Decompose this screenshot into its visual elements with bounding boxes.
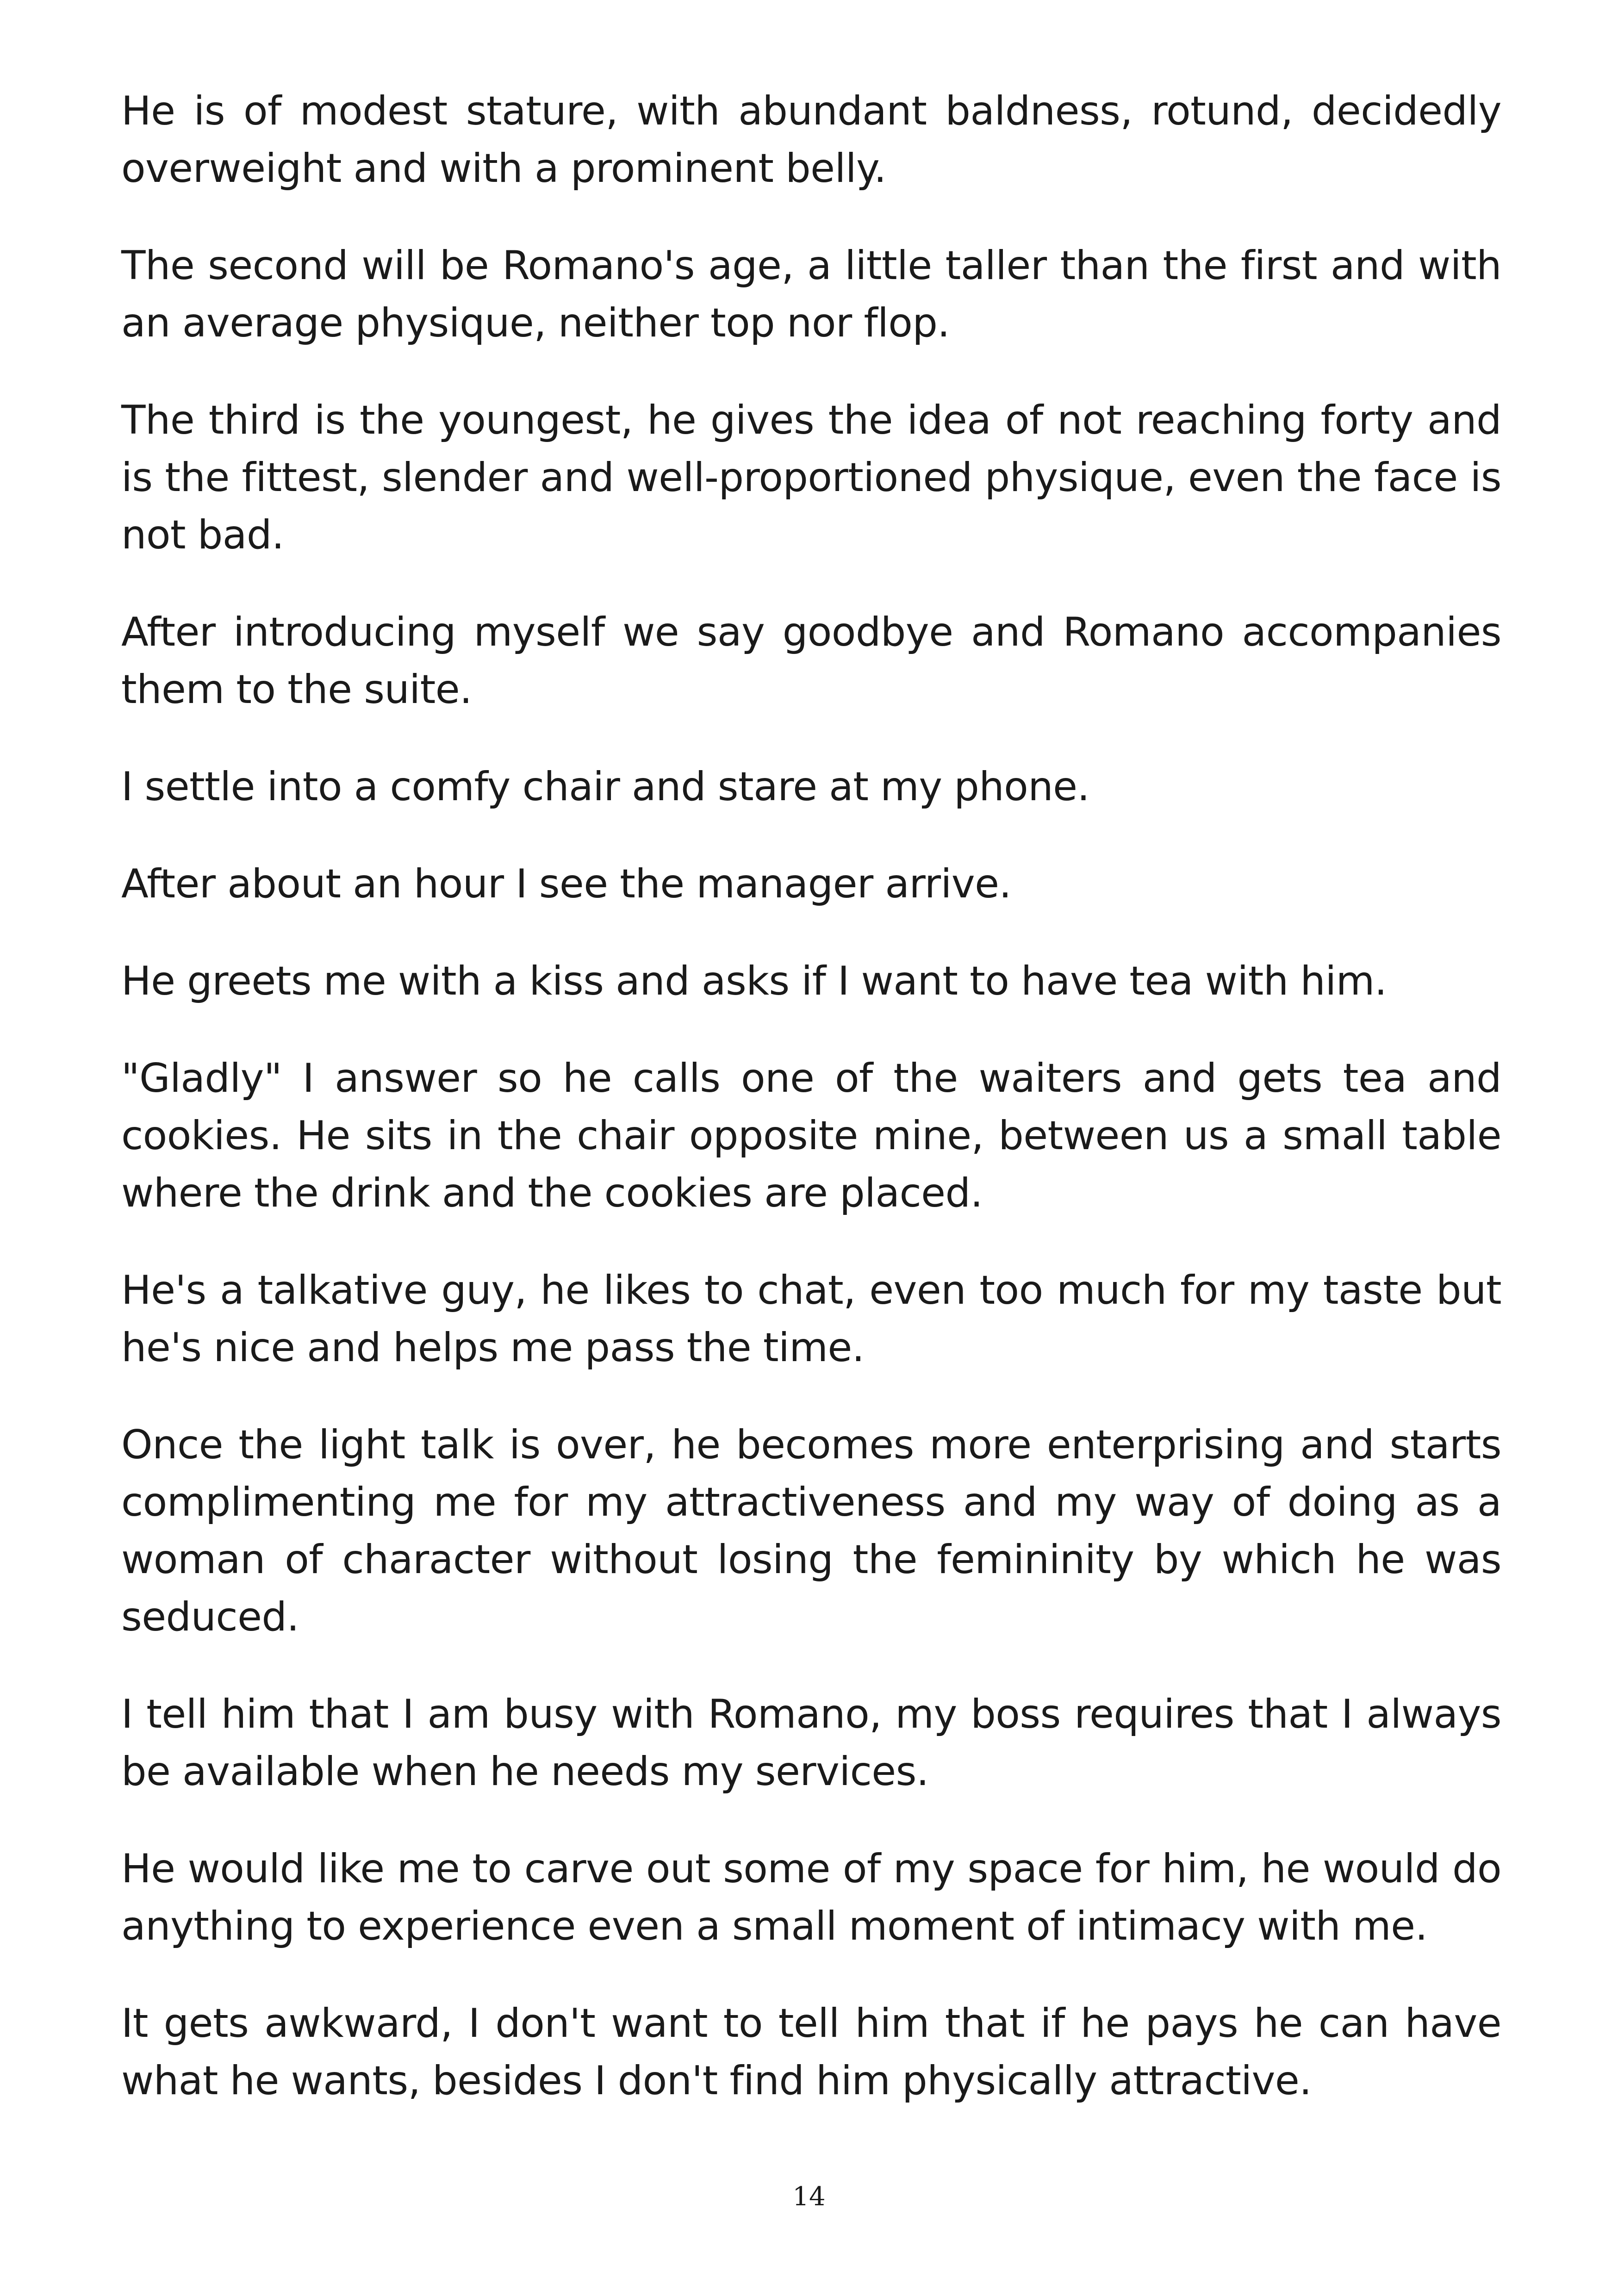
paragraph-5: I settle into a comfy chair and stare at my phone. [121, 764, 1090, 810]
paragraph-7: He greets me with a kiss and asks if I want to have tea with him. [121, 958, 1387, 1004]
paragraph-10: Once the light talk is over, he becomes more enterprising and starts complimenting me for my attractiveness and my way of doing as a woman of character without losing the femininity by which he was seduced. [121, 1422, 1501, 1640]
paragraph-4: After introducing myself we say goodbye and Romano accompanies them to the suite. [121, 609, 1501, 713]
paragraph-3: The third is the youngest, he gives the idea of not reaching forty and is the fittest, slender and well-proportioned physique, even the face is not bad. [121, 397, 1501, 558]
paragraph-1: He is of modest stature, with abundant baldness, rotund, decidedly overweight and with a prominent belly. [121, 88, 1501, 192]
body-text [121, 82, 1501, 2149]
paragraph-8: "Gladly" I answer so he calls one of the waiters and gets tea and cookies. He sits in the chair opposite mine, between us a small table where the drink and the cookies are placed. [121, 1055, 1501, 1216]
paragraph-6: After about an hour I see the manager arrive. [121, 861, 1012, 907]
paragraph-12: He would like me to carve out some of my space for him, he would do anything to experience even a small moment of intimacy with me. [121, 1846, 1501, 1949]
paragraph-9: He's a talkative guy, he likes to chat, even too much for my taste but he's nice and helps me pass the time. [121, 1267, 1501, 1371]
page-number: 14 [792, 2182, 826, 2212]
paragraph-13: It gets awkward, I don't want to tell him that if he pays he can have what he wants, besides I don't find him physically attractive. [121, 2000, 1501, 2104]
paragraph-11: I tell him that I am busy with Romano, my boss requires that I always be available when he needs my services. [121, 1691, 1501, 1795]
paragraph-2: The second will be Romano's age, a little taller than the first and with an average physique, neither top nor flop. [121, 243, 1501, 346]
